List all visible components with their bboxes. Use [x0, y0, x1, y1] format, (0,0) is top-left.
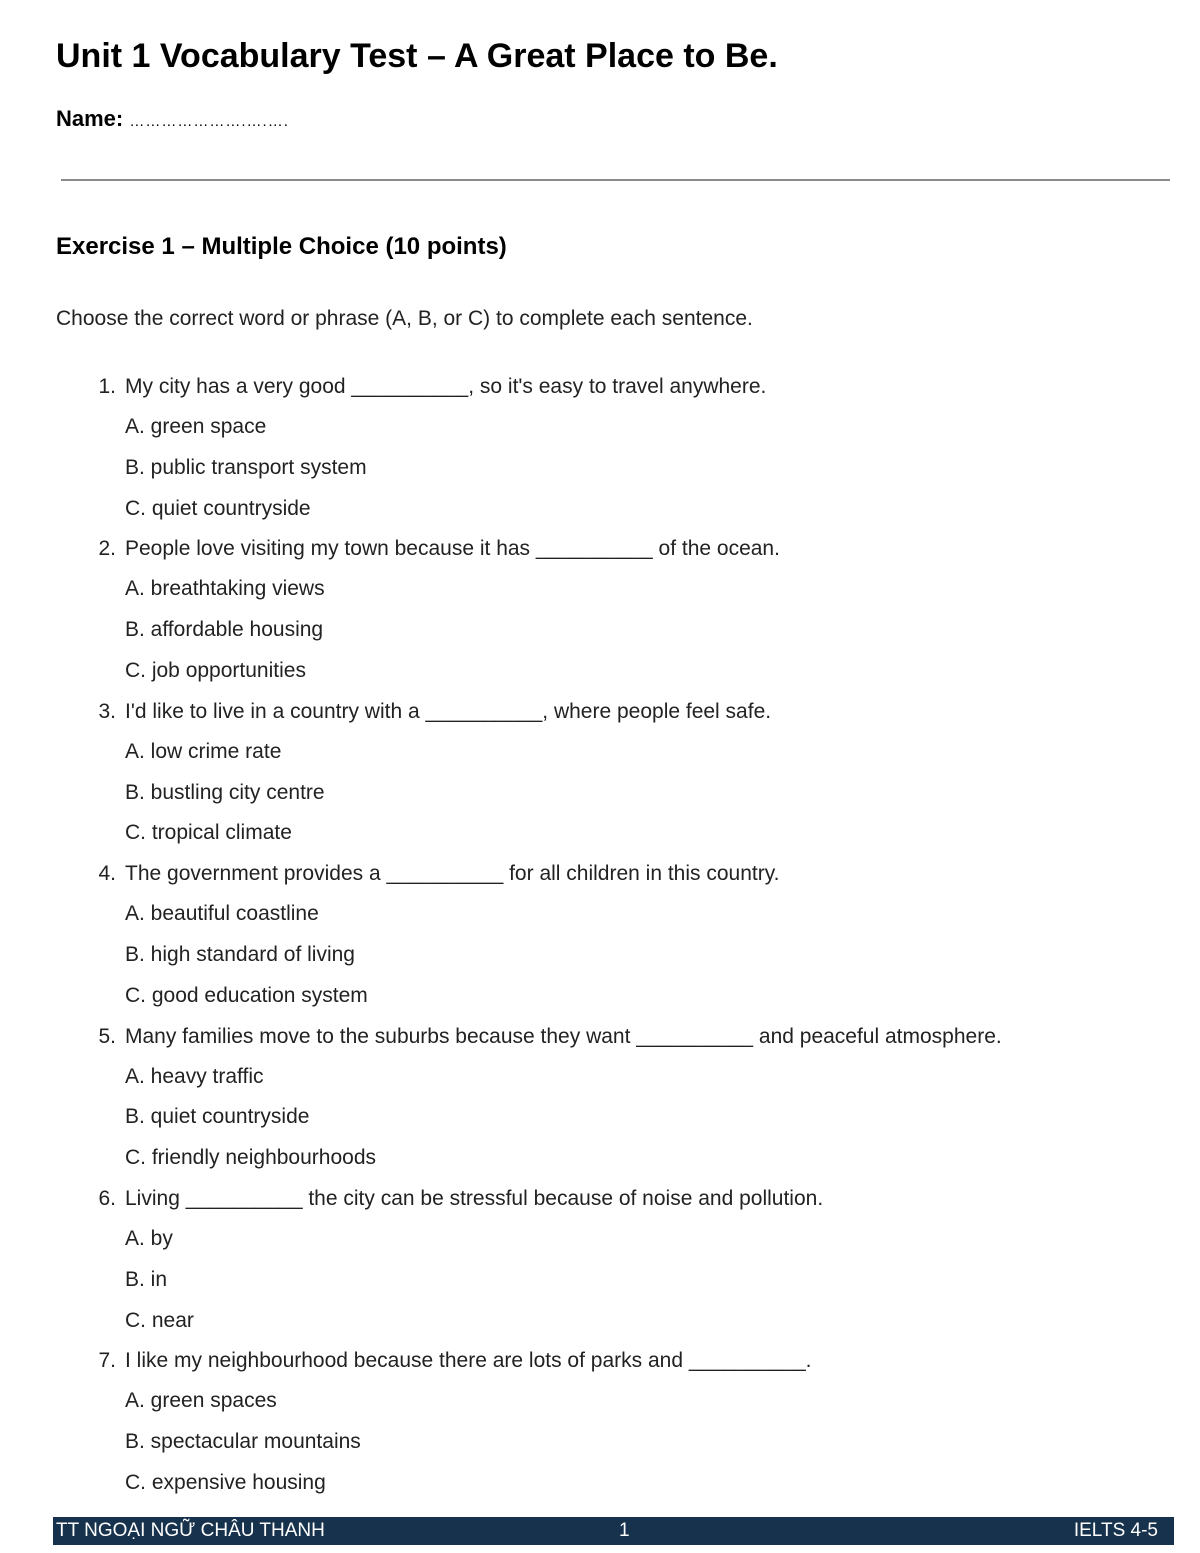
- question-number: 2.: [98, 537, 116, 561]
- answer-option: [0, 1386, 1200, 1427]
- question-number: 1.: [98, 375, 116, 398]
- answer-option: [0, 656, 1200, 697]
- answer-option: [0, 818, 1200, 859]
- question-stem: [0, 697, 1200, 737]
- name-field: [56, 104, 289, 137]
- question-list: [0, 372, 1200, 1509]
- footer-level: IELTS 4-5: [1073, 1520, 1158, 1541]
- question-text: Living __________ the city can be stressful because of noise and pollution.: [125, 1186, 824, 1210]
- answer-option: [0, 453, 1200, 494]
- question-item: [0, 1346, 1200, 1508]
- question-text: Many families move to the suburbs because they want __________ and peaceful atmosphere.: [125, 1024, 1002, 1048]
- question-text: My city has a very good __________, so it's easy to travel anywhere.: [125, 375, 767, 398]
- option-label: B. in: [125, 1267, 168, 1291]
- answer-option: [0, 412, 1200, 453]
- option-label: A. heavy traffic: [125, 1064, 264, 1088]
- question-stem: [0, 372, 1200, 412]
- question-number: 6.: [98, 1186, 116, 1210]
- exercise-title: Exercise 1 – Multiple Choice (10 points): [56, 233, 507, 260]
- option-label: C. expensive housing: [125, 1470, 326, 1494]
- answer-option: [0, 737, 1200, 778]
- question-item: [0, 372, 1200, 534]
- question-item: [0, 859, 1200, 1021]
- answer-option: [0, 899, 1200, 940]
- answer-option: [0, 1427, 1200, 1468]
- question-number: 3.: [98, 699, 116, 723]
- option-label: B. affordable housing: [125, 618, 324, 642]
- question-stem: [0, 1346, 1200, 1386]
- option-label: C. good education system: [125, 983, 368, 1007]
- question-stem: [0, 534, 1200, 574]
- question-stem: [0, 1022, 1200, 1062]
- question-text: I like my neighbourhood because there are lots of parks and __________.: [125, 1349, 812, 1373]
- answer-option: [0, 778, 1200, 819]
- question-stem: [0, 1184, 1200, 1224]
- option-label: C. quiet countryside: [125, 496, 311, 520]
- option-label: A. green spaces: [125, 1389, 277, 1413]
- answer-option: [0, 494, 1200, 535]
- option-label: C. friendly neighbourhoods: [125, 1146, 376, 1170]
- answer-option: [0, 1224, 1200, 1265]
- option-label: A. by: [125, 1226, 173, 1250]
- option-label: A. green space: [125, 415, 267, 438]
- option-label: C. tropical climate: [125, 821, 292, 845]
- option-label: A. low crime rate: [125, 739, 282, 763]
- answer-option: [0, 1306, 1200, 1347]
- option-label: B. bustling city centre: [125, 780, 325, 804]
- page-footer: [53, 1517, 1174, 1545]
- option-label: B. public transport system: [125, 455, 367, 479]
- option-label: B. quiet countryside: [125, 1105, 310, 1129]
- answer-option: [0, 1468, 1200, 1509]
- divider: [61, 179, 1170, 181]
- answer-option: [0, 1265, 1200, 1306]
- question-item: [0, 1184, 1200, 1346]
- option-label: A. breathtaking views: [125, 577, 325, 601]
- answer-option: [0, 1062, 1200, 1103]
- answer-option: [0, 615, 1200, 656]
- question-item: [0, 697, 1200, 859]
- question-number: 4.: [98, 862, 116, 886]
- name-blank: ………………….….….: [129, 113, 289, 130]
- exercise-instructions: Choose the correct word or phrase (A, B, or C) to complete each sentence.: [56, 307, 753, 330]
- question-stem: [0, 859, 1200, 899]
- name-label: Name:: [56, 106, 124, 131]
- question-text: People love visiting my town because it has __________ of the ocean.: [125, 537, 780, 561]
- answer-option: [0, 981, 1200, 1022]
- question-item: [0, 1022, 1200, 1184]
- question-text: The government provides a __________ for all children in this country.: [125, 862, 780, 886]
- answer-option: [0, 574, 1200, 615]
- answer-option: [0, 1102, 1200, 1143]
- question-item: [0, 534, 1200, 696]
- footer-center-name: TT NGOẠI NGỮ CHÂU THANH: [56, 1520, 325, 1541]
- option-label: C. near: [125, 1308, 194, 1332]
- question-number: 7.: [98, 1349, 116, 1373]
- answer-option: [0, 940, 1200, 981]
- option-label: B. spectacular mountains: [125, 1430, 361, 1454]
- answer-option: [0, 1143, 1200, 1184]
- question-text: I'd like to live in a country with a __________, where people feel safe.: [125, 699, 772, 723]
- page-title: Unit 1 Vocabulary Test – A Great Place to Be.: [56, 37, 778, 75]
- question-number: 5.: [98, 1024, 116, 1048]
- page-number: 1: [619, 1520, 630, 1541]
- option-label: A. beautiful coastline: [125, 902, 319, 926]
- option-label: C. job opportunities: [125, 658, 306, 682]
- option-label: B. high standard of living: [125, 942, 355, 966]
